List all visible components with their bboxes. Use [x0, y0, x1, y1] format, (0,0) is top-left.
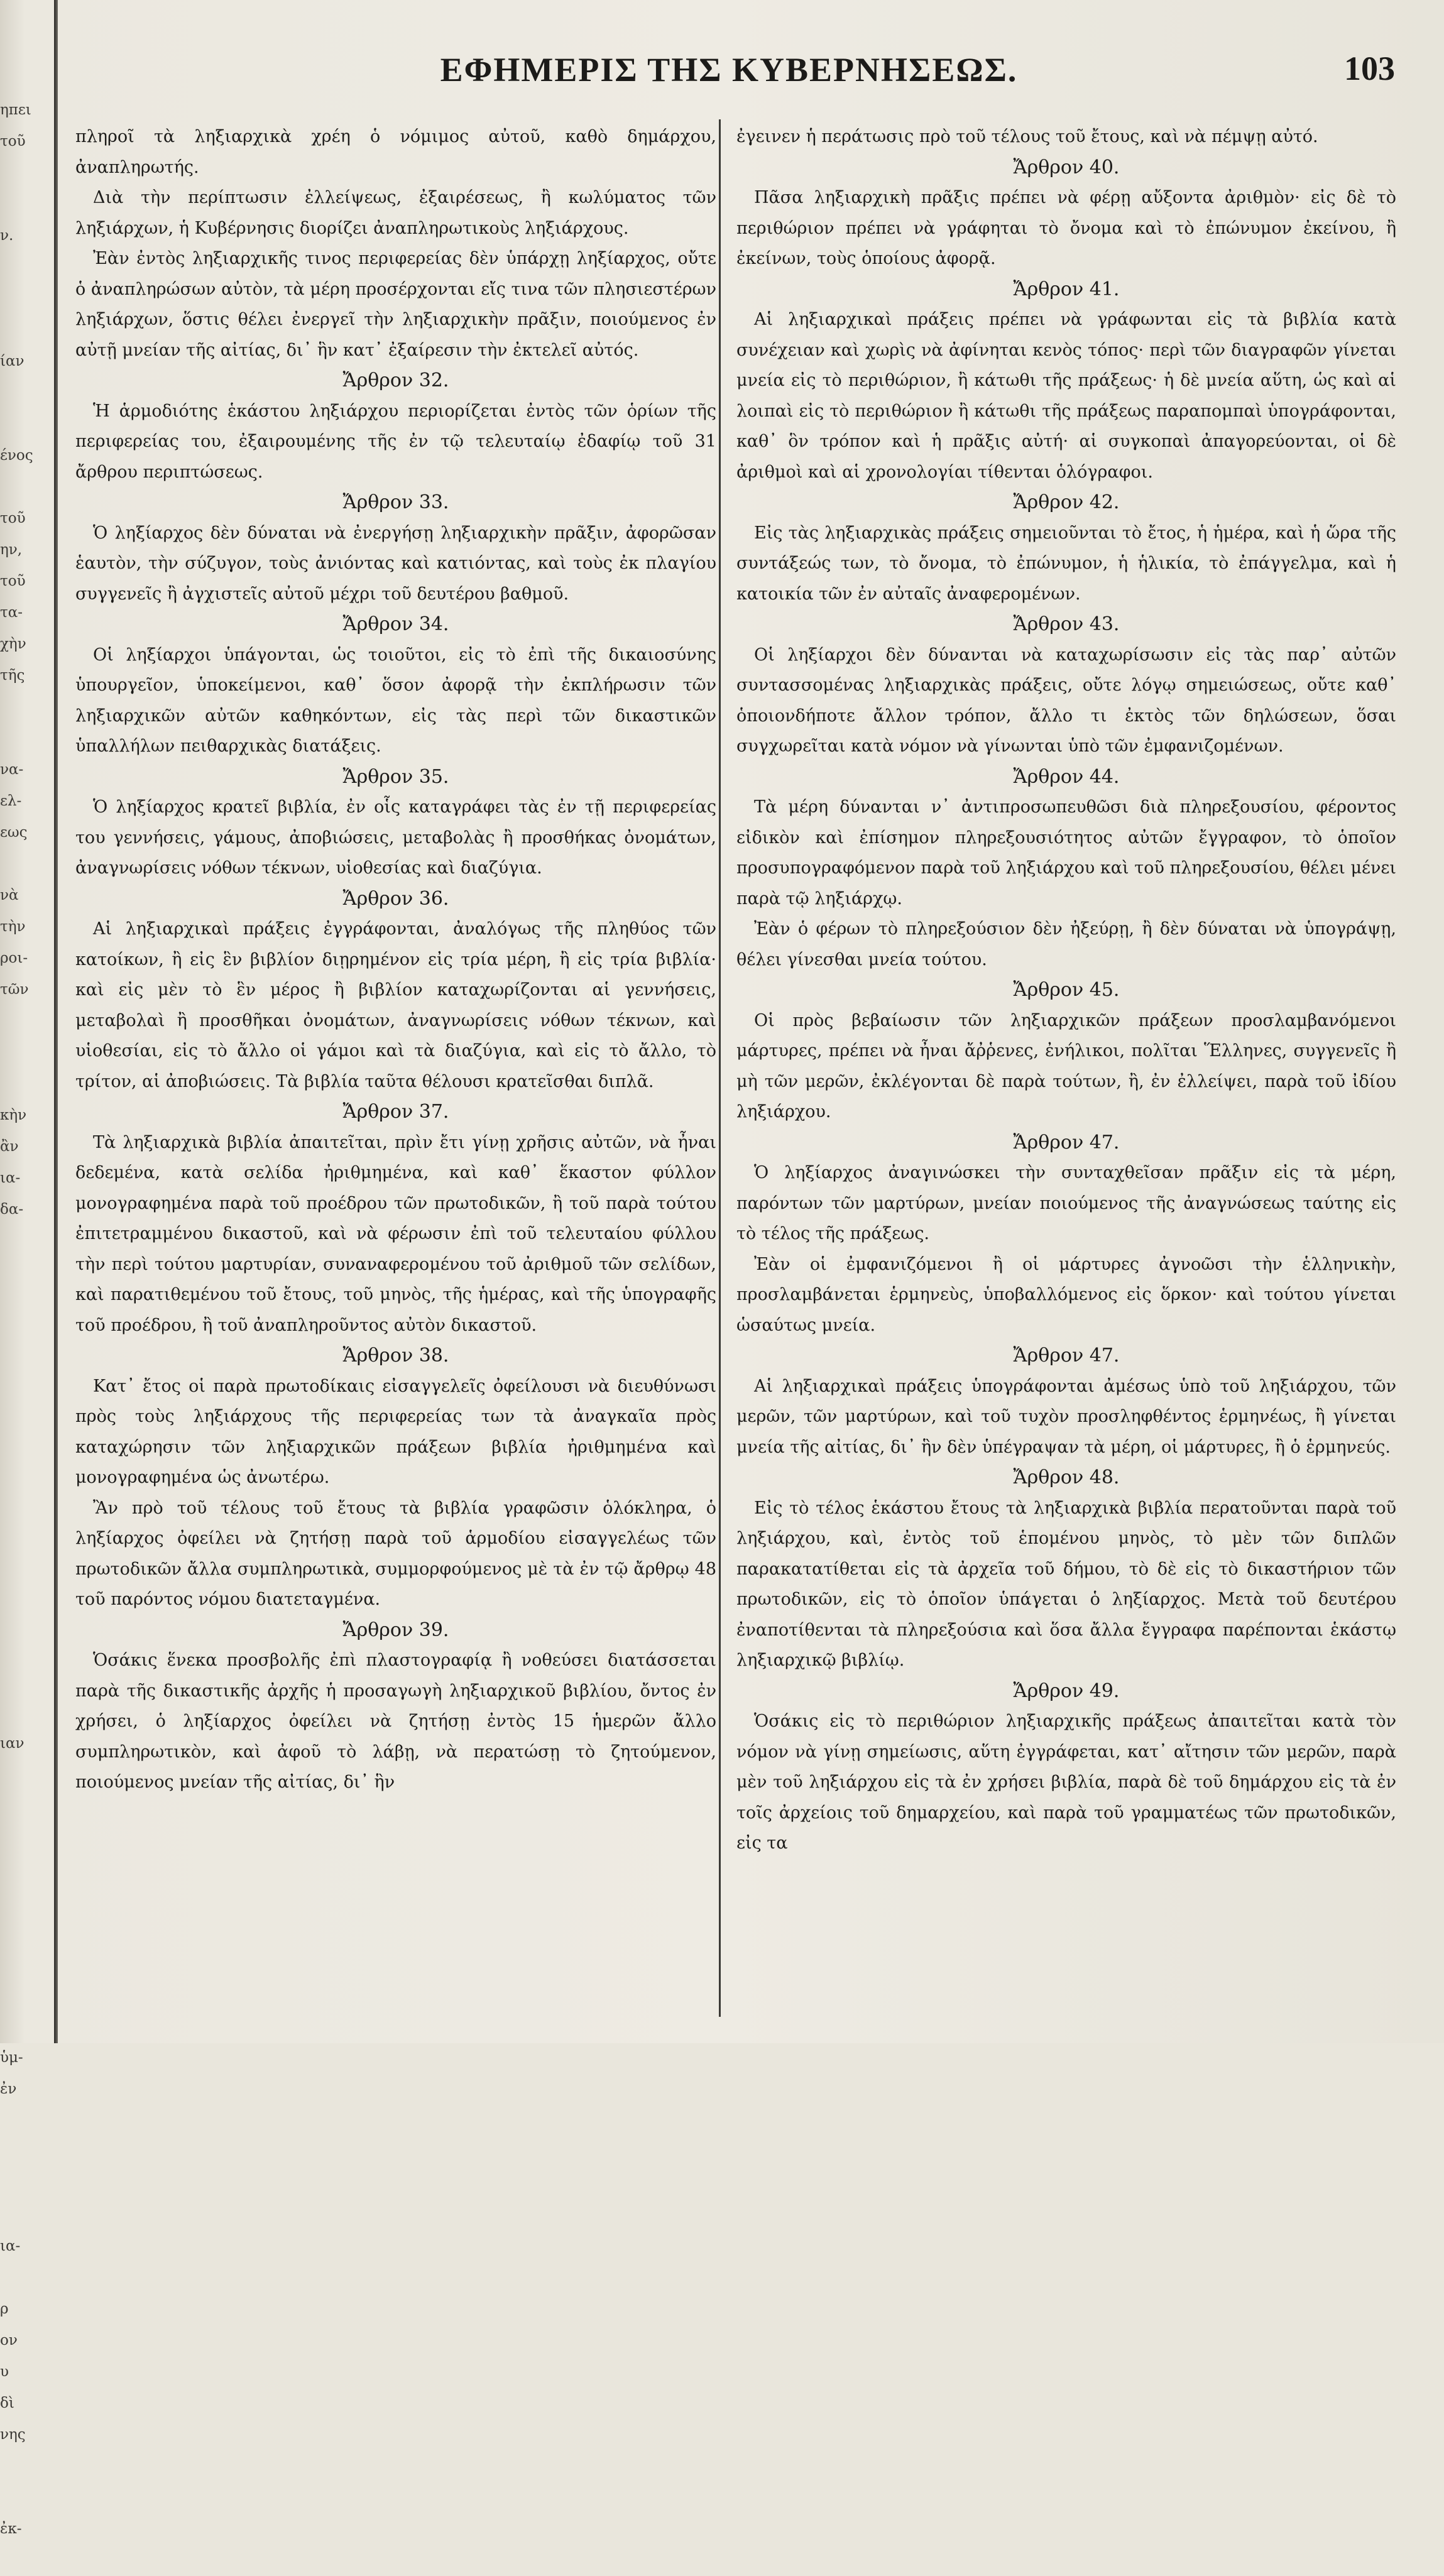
margin-fragment: ένος — [0, 447, 33, 464]
margin-fragment — [0, 2482, 49, 2513]
paragraph: Αἱ ληξιαρχικαὶ πράξεις ἐγγράφονται, ἀναλόγως τῆς πληθύος τῶν κατοίκων, ἢ εἰς ἓν βιβλίον διῃρημένον εἰς τρία μέρη, ἢ εἰς τρία βιβλία· καὶ εἰς μὲν τὸ ἓν μέρος ἢ βιβλίον καταχωρίζονται αἱ γεννήσεις, μεταβολαὶ ἢ προσθῆκαι ὀνομάτων, ἀναγνωρίσεις νόθων τέκνων, καὶ υἱοθεσίαι, εἰς τὸ ἄλλο οἱ γάμοι καὶ τὰ διαζύγια, καὶ εἰς τὸ ἄλλο, τὸ τρίτον, αἱ ἀποβιώσεις. Τὰ βιβλία ταῦτα θέλουσι κρατεῖσθαι διπλᾶ. — [75, 919, 716, 1091]
margin-fragment: ελ- — [0, 793, 22, 809]
margin-fragment — [0, 1225, 49, 1257]
margin-fragment: τα- — [0, 604, 23, 621]
paragraph: Πᾶσα ληξιαρχικὴ πρᾶξις πρέπει νὰ φέρῃ αὔξοντα ἀριθμὸν· εἰς δὲ τὸ περιθώριον πρέπει νὰ γράφηται τὸ ὄνομα καὶ τὸ ἐπώνυμον ἐκείνου, ἢ ἐκείνων, τοὺς ὁποίους ἀφορᾷ. — [736, 188, 1396, 268]
margin-fragment: ἐκ- — [0, 2521, 22, 2537]
margin-fragment: τοῦ — [0, 510, 26, 527]
margin-fragment — [0, 1885, 49, 1916]
margin-fragment: ἐν — [0, 2081, 17, 2097]
binding-edge — [54, 0, 58, 2043]
article-heading: Ἄρθρον 39. — [342, 1618, 449, 1641]
margin-fragment: ὑμ- — [0, 2049, 23, 2066]
margin-fragment: ἂν — [0, 1138, 19, 1155]
paragraph: Ὁ ληξίαρχος ἀναγινώσκει τὴν συνταχθεῖσαν πρᾶξιν εἰς τὰ μέρη, παρόντων τῶν μαρτύρων, μνείαν ποιούμενος τῆς ἀναγνώσεως ταύτης εἰς τὸ τέλος τῆς πράξεως. — [736, 1163, 1396, 1243]
margin-fragment — [0, 1665, 49, 1696]
paragraph: Τὰ μέρη δύνανται ν᾽ ἀντιπροσωπευθῶσι διὰ πληρεξουσίου, φέροντος εἰδικὸν καὶ ἐπίσημον πληρεξουσιότητος αὐτῶν ἔγγραφον, τὸ ὁποῖον προσυπογραφόμενον παρὰ τοῦ ληξιάρχου καὶ τοῦ πληρεξουσίου, θέλει μένει παρὰ τῷ ληξιάρχῳ. — [736, 797, 1396, 909]
left-column — [75, 122, 716, 1798]
margin-fragment: να- — [0, 761, 24, 778]
margin-fragment — [0, 1979, 49, 2011]
paragraph: Αἱ ληξιαρχικαὶ πράξεις ὑπογράφονται ἀμέσως ὑπὸ τοῦ ληξιάρχου, τῶν μερῶν, τῶν μαρτύρων, καὶ τοῦ τυχὸν προσληφθέντος ἑρμηνέως, ἢ γίνεται μνεία τῆς αἰτίας, δι᾽ ἣν δὲν ὑπέγραψαν τὰ μέρη, οἱ μάρτυρες, ἢ ὁ ἑρμηνεύς. — [736, 1376, 1396, 1457]
article-heading: Ἄρθρον 38. — [342, 1345, 449, 1367]
margin-fragment — [0, 1476, 49, 1508]
margin-fragment — [0, 1414, 49, 1445]
margin-fragment: τῆς — [0, 667, 25, 684]
margin-fragment — [0, 1916, 49, 1948]
right-column — [736, 122, 1396, 1859]
paragraph: Ἐὰν οἱ ἐμφανιζόμενοι ἢ οἱ μάρτυρες ἀγνοῶσι τὴν ἑλληνικὴν, προσλαμβάνεται ἑρμηνεὺς, ὑποβαλλόμενος εἰς ὅρκον· καὶ τούτου γίνεται ὡσαύτως μνεία. — [736, 1254, 1396, 1335]
paragraph: Διὰ τὴν περίπτωσιν ἐλλείψεως, ἐξαιρέσεως, ἢ κωλύματος τῶν ληξιάρχων, ἡ Κυβέρνησις διορίζει ἀναπληρωτικοὺς ληξιάρχους. — [75, 188, 716, 238]
margin-fragment: ια- — [0, 2238, 21, 2254]
margin-fragment: νης — [0, 2426, 26, 2443]
margin-fragment — [0, 1634, 49, 1665]
article-heading: Ἄρθρον 42. — [1013, 491, 1120, 513]
article-heading: Ἄρθρον 34. — [342, 613, 449, 635]
margin-fragment — [0, 1696, 49, 1728]
margin-fragment — [0, 848, 49, 880]
article-heading: Ἄρθρον 48. — [1013, 1466, 1120, 1488]
article-heading: Ἄρθρον 32. — [342, 369, 449, 391]
paragraph: Εἰς τὰς ληξιαρχικὰς πράξεις σημειοῦνται τὸ ἔτος, ἡ ἡμέρα, καὶ ἡ ὥρα τῆς συντάξεώς των, τὸ ὄνομα, τὸ ἐπώνυμον, ἡ ἡλικία, τὸ ἐπάγγελμα, καὶ ἡ κατοικία τῶν ἐν αὐταῖς ἀναφερομένων. — [736, 523, 1396, 604]
margin-fragment: ον — [0, 2332, 18, 2349]
paragraph: ἐγεινεν ἡ περάτωσις πρὸ τοῦ τέλους τοῦ ἔτους, καὶ νὰ πέμψῃ αὐτό. — [736, 127, 1318, 146]
margin-fragment — [0, 1382, 49, 1414]
margin-fragment — [0, 2199, 49, 2230]
paragraph: Αἱ ληξιαρχικαὶ πράξεις πρέπει νὰ γράφωνται εἰς τὰ βιβλία κατὰ συνέχειαν καὶ χωρὶς νὰ ἀφίνηται κενὸς τόπος· περὶ τῶν διαγραφῶν γίνεται μνεία εἰς τὸ περιθώριον, ἢ κάτωθι τῆς πράξεως· ἡ δὲ μνεία αὕτη, ὡς καὶ αἱ λοιπαὶ εἰς τὸ περιθώριον ἢ κάτωθι τῆς πράξεως παραπομπαὶ ὑπογράφονται, καθ᾽ ὃν τρόπον καὶ ἡ πρᾶξις αὐτή· αἱ συγκοπαὶ ἀπαγορεύονται, οἱ δὲ ἀριθμοὶ καὶ αἱ χρονολογίαι τίθενται ὁλόγραφοι. — [736, 310, 1396, 482]
paragraph: Τὰ ληξιαρχικὰ βιβλία ἀπαιτεῖται, πρὶν ἔτι γίνῃ χρῆσις αὐτῶν, νὰ ἦναι δεδεμένα, κατὰ σελίδα ἠριθμημένα, καὶ καθ᾽ ἕκαστον φύλλον μονογραφημένα παρὰ τοῦ προέδρου τῶν πρωτοδικῶν, ἢ τοῦ παρὰ τούτου ἐπιτετραμμένου δικαστοῦ, καὶ νὰ φέρωσιν ἐπὶ τοῦ τελευταίου φύλλου τὴν περὶ τούτου μαρτυρίαν, συναναφερομένου τοῦ ἀριθμοῦ τῶν σελίδων, καὶ παρατιθεμένου τοῦ ἔτους, τοῦ μηνὸς, τῆς ἡμέρας, καὶ τῆς ὑπογραφῆς τοῦ προέδρου, ἢ τοῦ ἀναπληροῦντος αὐτὸν δικαστοῦ. — [75, 1132, 716, 1335]
article-heading: Ἄρθρον 35. — [342, 765, 449, 788]
margin-fragment — [0, 2105, 49, 2136]
article-heading: Ἄρθρον 49. — [1013, 1679, 1120, 1702]
margin-fragment: νὰ — [0, 887, 19, 903]
margin-fragment — [0, 1005, 49, 1037]
margin-fragment — [0, 1037, 49, 1068]
paragraph: Κατ᾽ ἔτος οἱ παρὰ πρωτοδίκαις εἰσαγγελεῖς ὀφείλουσι νὰ διευθύνωσι πρὸς τοὺς ληξιάρχους τῆς περιφερείας των τὰ ἀναγκαῖα πρὸς καταχώρησιν τῶν ληξιαρχικῶν πράξεων βιβλία ἠριθμημένα καὶ μονογραφημένα ὡς ἀνωτέρω. — [75, 1376, 716, 1487]
margin-fragment — [0, 1791, 49, 1822]
margin-fragment — [0, 1257, 49, 1288]
article-heading: Ἄρθρον 43. — [1013, 613, 1120, 635]
paragraph: Ἐὰν ἐντὸς ληξιαρχικῆς τινος περιφερείας δὲν ὑπάρχῃ ληξίαρχος, οὔτε ὁ ἀναπληρώσων αὐτὸν, τὰ μέρη προσέρχονται εἴς τινα τῶν πλησιεστέρων ληξιάρχων, ὅστις θέλει ἐνεργεῖ τὴν ληξιαρχικὴν πρᾶξιν, ποιούμενος ἐν αὐτῇ μνείαν τῆς αἰτίας, δι᾽ ἣν κατ᾽ ἐξαίρεσιν τὴν ἐκτελεῖ αὐτός. — [75, 249, 716, 360]
margin-fragment — [0, 1853, 49, 1885]
margin-fragment — [0, 691, 49, 723]
paragraph: Ἡ ἁρμοδιότης ἑκάστου ληξιάρχου περιορίζεται ἐντὸς τῶν ὁρίων τῆς περιφερείας του, ἐξαιρουμένης τῆς ἐν τῷ τελευταίῳ ἐδαφίῳ τοῦ 31 ἄρθρου περιπτώσεως. — [75, 401, 716, 482]
margin-fragment — [0, 1602, 49, 1634]
margin-fragment — [0, 314, 49, 346]
running-title: ΕΦΗΜΕΡΙΣ ΤΗΣ ΚΥΒΕΡΝΗΣΕΩΣ. — [440, 51, 1018, 89]
margin-fragment: ια- — [0, 1170, 21, 1186]
margin-fragment: ίαν — [0, 353, 25, 369]
margin-fragment — [0, 1822, 49, 1853]
margin-fragment: ν. — [0, 227, 14, 244]
paragraph: Οἱ πρὸς βεβαίωσιν τῶν ληξιαρχικῶν πράξεων προσλαμβανόμενοι μάρτυρες, πρέπει νὰ ἦναι ἄῤῥενες, ἐνήλικοι, πολῖται Ἕλληνες, συγγενεῖς ἢ μὴ τῶν μερῶν, ἐκλέγονται δὲ παρὰ τούτων, ἢ, ἐν ἐλλείψει, παρὰ τοῦ ἰδίου ληξιάρχου. — [736, 1010, 1396, 1122]
margin-fragment: τοῦ — [0, 133, 26, 150]
margin-fragment — [0, 1759, 49, 1791]
margin-fragment: τοῦ — [0, 573, 26, 589]
margin-fragment — [0, 408, 49, 440]
margin-fragment: ρ — [0, 2301, 9, 2317]
paragraph: Οἱ ληξίαρχοι δὲν δύνανται νὰ καταχωρίσωσιν εἰς τὰς παρ᾽ αὐτῶν συντασσομένας ληξιαρχικὰς πράξεις, οὔτε λόγῳ σημειώσεως, οὔτε καθ᾽ ὁποιονδήποτε ἄλλον τρόπον, ἄλλο τι ἐκτὸς τῶν δηλώσεων, ὅσαι συγχωρεῖται κατὰ νόμον νὰ γίνωνται ὑπὸ τῶν ἐμφανιζομένων. — [736, 645, 1396, 756]
facing-page-margin — [0, 94, 49, 2537]
margin-fragment: ιαν — [0, 1735, 25, 1752]
column-divider — [719, 119, 721, 2017]
margin-fragment — [0, 471, 49, 503]
paragraph: Ὁ ληξίαρχος κρατεῖ βιβλία, ἐν οἷς καταγράφει τὰς ἐν τῇ περιφερείας του γεννήσεις, γάμους, ἀποβιώσεις, μεταβολὰς ἢ προσθήκας ὀνομάτων, ἀναγνωρίσεις νόθων τέκνων, υἱοθεσίας καὶ διαζύγια. — [75, 797, 716, 878]
margin-fragment: εως — [0, 824, 28, 841]
margin-fragment — [0, 1319, 49, 1351]
margin-fragment: ηπει — [0, 102, 31, 118]
margin-fragment: υ — [0, 2364, 9, 2380]
margin-fragment — [0, 157, 49, 188]
margin-fragment — [0, 1508, 49, 1539]
margin-fragment — [0, 2011, 49, 2042]
paragraph: Ἐὰν ὁ φέρων τὸ πληρεξούσιον δὲν ἠξεύρῃ, ἢ δὲν δύναται νὰ ὑπογράψῃ, θέλει γίνεσθαι μνεία τούτου. — [736, 919, 1396, 969]
margin-fragment — [0, 251, 49, 283]
margin-fragment — [0, 1948, 49, 1979]
article-heading: Ἄρθρον 44. — [1013, 765, 1120, 788]
article-heading: Ἄρθρον 47. — [1013, 1345, 1120, 1367]
paragraph: πληροῖ τὰ ληξιαρχικὰ χρέη ὁ νόμιμος αὐτοῦ, καθὸ δημάρχου, ἀναπληρωτής. — [75, 127, 716, 177]
margin-fragment — [0, 283, 49, 314]
article-heading: Ἄρθρον 36. — [342, 887, 449, 910]
margin-fragment — [0, 1351, 49, 1382]
margin-fragment: τῶν — [0, 981, 29, 998]
paragraph: Ὁσάκις εἰς τὸ περιθώριον ληξιαρχικῆς πράξεως ἀπαιτεῖται κατὰ τὸν νόμον νὰ γίνῃ σημείωσις, αὕτη ἐγγράφεται, κατ᾽ αἴτησιν τῶν μερῶν, παρὰ μὲν τοῦ ληξιάρχου εἰς τὰ ἐν χρήσει βιβλία, παρὰ δὲ τοῦ δημάρχου εἰς τὰ ἐν τοῖς ἀρχείοις τοῦ δημαρχείου, καὶ παρὰ τοῦ γραμματέως τῶν πρωτοδικῶν, εἰς τα — [736, 1711, 1396, 1853]
page-number: 103 — [1344, 50, 1395, 87]
margin-fragment — [0, 377, 49, 408]
margin-fragment: χὴν — [0, 636, 26, 652]
article-heading: Ἄρθρον 41. — [1013, 278, 1120, 300]
margin-fragment — [0, 2450, 49, 2482]
margin-fragment: ροι- — [0, 950, 28, 966]
article-heading: Ἄρθρον 40. — [1013, 156, 1120, 178]
margin-fragment — [0, 2262, 49, 2293]
paragraph: Οἱ ληξίαρχοι ὑπάγονται, ὡς τοιοῦτοι, εἰς τὸ ἐπὶ τῆς δικαιοσύνης ὑπουργεῖον, ὑποκείμενοι, καθ᾽ ὅσον ἀφορᾷ τὴν ἐκπλήρωσιν τῶν ληξιαρχικῶν αὐτῶν καθηκόντων, εἰς τὰς περὶ τῶν δικαστικῶν ὑπαλλήλων πειθαρχικὰς διατάξεις. — [75, 645, 716, 756]
margin-fragment — [0, 2545, 49, 2576]
margin-fragment — [0, 2168, 49, 2199]
margin-fragment — [0, 1571, 49, 1602]
paragraph: Ὁσάκις ἕνεκα προσβολῆς ἐπὶ πλαστογραφίᾳ ἢ νοθεύσει διατάσσεται παρὰ τῆς δικαστικῆς ἀρχῆς ἡ προσαγωγὴ ληξιαρχικοῦ βιβλίου, ὄντος ἐν χρήσει, ὁ ληξίαρχος ὀφείλει νὰ ζητήσῃ ἐντὸς 15 ἡμερῶν ἄλλο συμπληρωτικὸν, καὶ ἀφοῦ τὸ λάβῃ, νὰ περατώσῃ τὸ ζητούμενον, ποιούμενος μνείαν τῆς αἰτίας, δι᾽ ἣν — [75, 1651, 716, 1792]
margin-fragment — [0, 2136, 49, 2168]
margin-fragment: ην, — [0, 542, 23, 558]
margin-fragment: τὴν — [0, 919, 26, 935]
paragraph: Εἰς τὸ τέλος ἑκάστου ἔτους τὰ ληξιαρχικὰ βιβλία περατοῦνται παρὰ τοῦ ληξιάρχου, καὶ, ἐντὸς τοῦ ἑπομένου μηνὸς, τὸ μὲν τῶν διπλῶν παρακατατίθεται εἰς τὰ ἀρχεῖα τοῦ δήμου, τὸ δὲ εἰς τὸ δικαστήριον τῶν πρωτοδικῶν, εἰς τὸ ὁποῖον ὑπάγεται ὁ ληξίαρχος. Μετὰ τοῦ δευτέρου ἐναποτίθενται τὰ πληρεξούσια καὶ ὅσα ἄλλα ἔγγραφα παρέπονται ἑκάστῳ ληξιαρχικῷ βιβλίῳ. — [736, 1498, 1396, 1670]
margin-fragment: κὴν — [0, 1107, 27, 1123]
margin-fragment: δὶ — [0, 2395, 14, 2411]
margin-fragment — [0, 1445, 49, 1476]
margin-fragment — [0, 188, 49, 220]
paragraph: Ὁ ληξίαρχος δὲν δύναται νὰ ἐνεργήσῃ ληξιαρχικὴν πρᾶξιν, ἀφορῶσαν ἑαυτὸν, τὴν σύζυγον, τοὺς ἀνιόντας καὶ κατιόντας, καὶ τοὺς ἐκ πλαγίου συγγενεῖς ἢ ἀγχιστεῖς αὐτοῦ μέχρι τοῦ δευτέρου βαθμοῦ. — [75, 523, 716, 604]
margin-fragment: δα- — [0, 1201, 24, 1218]
paragraph: Ἂν πρὸ τοῦ τέλους τοῦ ἔτους τὰ βιβλία γραφῶσιν ὁλόκληρα, ὁ ληξίαρχος ὀφείλει νὰ ζητήσῃ παρὰ τοῦ ἁρμοδίου εἰσαγγελέως τῶν πρωτοδικῶν ἄλλα συμπληρωτικὰ, συμμορφούμενος μὲ τὰ ἐν τῷ ἄρθρῳ 48 τοῦ παρόντος νόμου διατεταγμένα. — [75, 1498, 716, 1609]
article-heading: Ἄρθρον 33. — [342, 491, 449, 513]
margin-fragment — [0, 1288, 49, 1319]
margin-fragment — [0, 1539, 49, 1571]
margin-fragment — [0, 723, 49, 754]
article-heading: Ἄρθρον 47. — [1013, 1131, 1120, 1154]
margin-fragment — [0, 1068, 49, 1100]
article-heading: Ἄρθρον 37. — [342, 1101, 449, 1123]
article-heading: Ἄρθρον 45. — [1013, 979, 1120, 1001]
page-header — [63, 45, 1395, 102]
